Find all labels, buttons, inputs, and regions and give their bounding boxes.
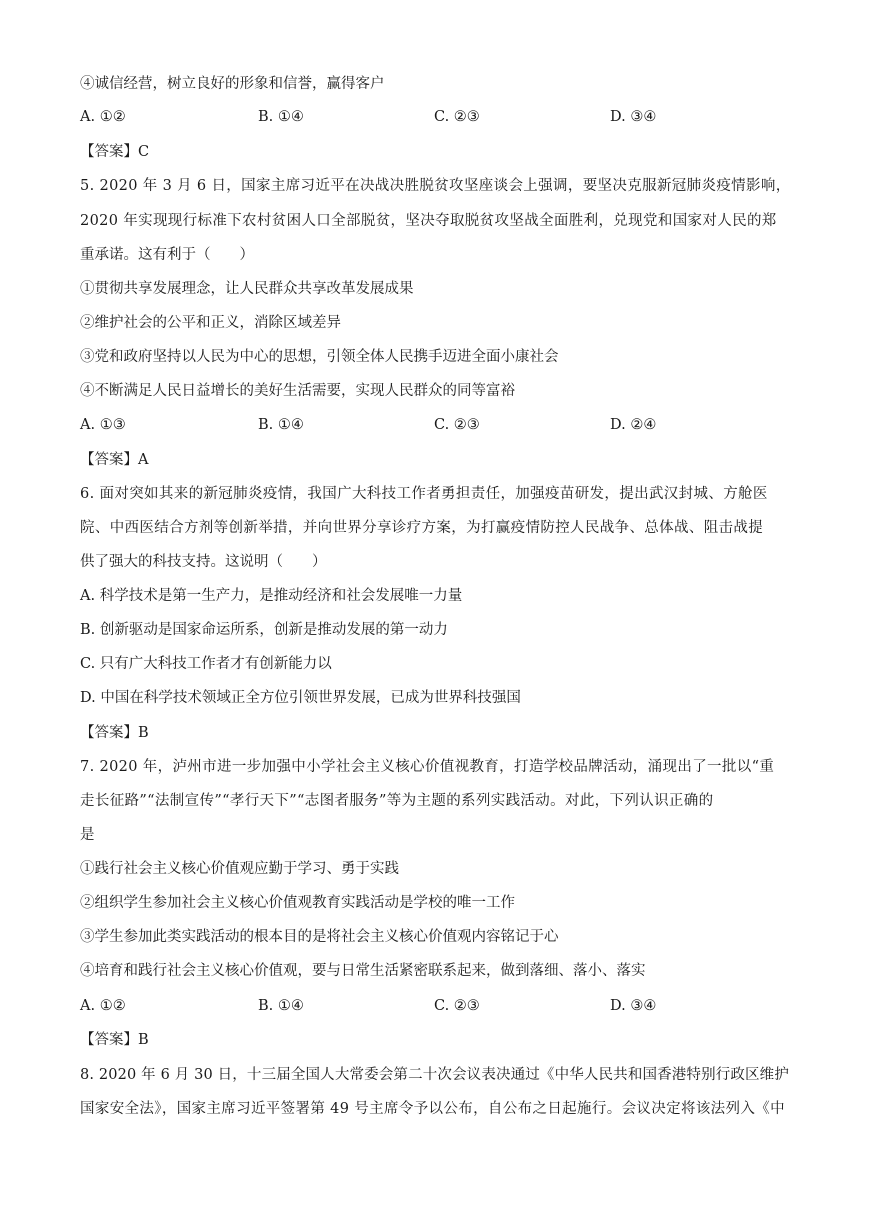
q5-stem-line-1: 5. 2020 年 3 月 6 日，国家主席习近平在决战决胜脱贫攻坚座谈会上强调，要坚决克服新冠肺炎疫情影响， bbox=[80, 178, 791, 194]
q7-statement-2: ②组织学生参加社会主义核心价值观教育实践活动是学校的唯一工作 bbox=[80, 895, 515, 911]
q8-stem-line-2: 国家安全法》，国家主席习近平签署第 49 号主席令予以公布，自公布之日起施行。会议决定将该法列入《中 bbox=[80, 1101, 785, 1117]
q5-stem-line-3: 重承诺。这有利于（ ） bbox=[80, 247, 254, 263]
q5-statement-4: ④不断满足人民日益增长的美好生活需要，实现人民群众的同等富裕 bbox=[80, 383, 515, 399]
q6-stem-line-3: 供了强大的科技支持。这说明（ ） bbox=[80, 554, 327, 570]
q4-answer: 【答案】C bbox=[80, 144, 150, 160]
q7-stem-line-1: 7. 2020 年，泸州市进一步加强中小学社会主义核心价值视教育，打造学校品牌活动，涌现出了一批以“重 bbox=[80, 759, 775, 775]
q7-answer: 【答案】B bbox=[80, 1032, 149, 1048]
q7-statement-1: ①践行社会主义核心价值观应勤于学习、勇于实践 bbox=[80, 861, 399, 877]
q7-stem-line-2: 走长征路”“法制宣传”“孝行天下”“志图者服务”等为主题的系列实践活动。对此，下列认识正确的 bbox=[80, 793, 714, 809]
q5-option-a: A. ①③ bbox=[80, 417, 126, 433]
q7-option-c: C. ②③ bbox=[434, 998, 480, 1014]
q5-options bbox=[80, 415, 780, 435]
q8-stem-line-1: 8. 2020 年 6 月 30 日，十三届全国人大常委会第二十次会议表决通过《中华人民共和国香港特别行政区维护 bbox=[80, 1067, 789, 1083]
q6-option-b: B. 创新驱动是国家命运所系，创新是推动发展的第一动力 bbox=[80, 622, 448, 638]
q7-statement-3: ③学生参加此类实践活动的根本目的是将社会主义核心价值观内容铭记于心 bbox=[80, 929, 559, 945]
q6-option-c: C. 只有广大科技工作者才有创新能力以 bbox=[80, 656, 332, 672]
q6-option-a: A. 科学技术是第一生产力，是推动经济和社会发展唯一力量 bbox=[80, 588, 463, 604]
q5-option-b: B. ①④ bbox=[258, 417, 304, 433]
q5-stem-line-2: 2020 年实现现行标准下农村贫困人口全部脱贫，坚决夺取脱贫攻坚战全面胜利，兑现党和国家对人民的郑 bbox=[80, 213, 777, 229]
q6-stem-line-2: 院、中西医结合方剂等创新举措，并向世界分享诊疗方案，为打赢疫情防控人民战争、总体战、阻击战提 bbox=[80, 520, 764, 536]
q6-stem-line-1: 6. 面对突如其来的新冠肺炎疫情，我国广大科技工作者勇担责任，加强疫苗研发，提出武汉封城、方舱医 bbox=[80, 486, 768, 502]
q5-statement-2: ②维护社会的公平和正义，消除区域差异 bbox=[80, 315, 341, 331]
q6-answer: 【答案】B bbox=[80, 725, 149, 741]
q4-statement-4: ④诚信经营，树立良好的形象和信誉，赢得客户 bbox=[80, 76, 385, 92]
q4-option-a: A. ①② bbox=[80, 109, 126, 125]
q5-option-c: C. ②③ bbox=[434, 417, 480, 433]
q4-option-d: D. ③④ bbox=[610, 109, 657, 125]
q7-stem-line-3: 是 bbox=[80, 827, 95, 843]
q4-options bbox=[80, 107, 780, 127]
q5-statement-1: ①贯彻共享发展理念，让人民群众共享改革发展成果 bbox=[80, 281, 414, 297]
q6-option-d: D. 中国在科学技术领域正全方位引领世界发展，已成为世界科技强国 bbox=[80, 690, 521, 706]
q5-answer: 【答案】A bbox=[80, 452, 149, 468]
q5-statement-3: ③党和政府坚持以人民为中心的思想，引领全体人民携手迈进全面小康社会 bbox=[80, 349, 559, 365]
q4-option-b: B. ①④ bbox=[258, 109, 304, 125]
q7-option-a: A. ①② bbox=[80, 998, 126, 1014]
q7-statement-4: ④培育和践行社会主义核心价值观，要与日常生活紧密联系起来，做到落细、落小、落实 bbox=[80, 963, 646, 979]
q4-option-c: C. ②③ bbox=[434, 109, 480, 125]
q5-option-d: D. ②④ bbox=[610, 417, 657, 433]
q7-option-d: D. ③④ bbox=[610, 998, 657, 1014]
q7-options bbox=[80, 996, 780, 1016]
q7-option-b: B. ①④ bbox=[258, 998, 304, 1014]
